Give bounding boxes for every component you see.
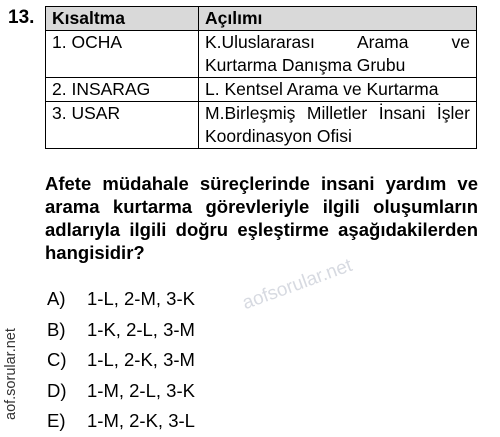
- table-row: [46, 102, 477, 149]
- option-letter: E): [47, 410, 66, 431]
- question-number: 13.: [8, 7, 35, 28]
- option-letter: D): [47, 379, 67, 401]
- question-stem: Afete müdahale süreçlerinde insani yardım ve arama kurtarma görevleriyle ilgili oluşumların adlarıyla ilgili doğru eşleştirme aşağıdakilerden hangisidir?: [45, 173, 478, 263]
- option-letter: A): [47, 288, 66, 309]
- center-watermark: aofsorular.net: [239, 254, 356, 315]
- expansion-cell: L. Kentsel Arama ve Kurtarma: [199, 78, 477, 102]
- abbr-cell: 1. OCHA: [46, 31, 199, 78]
- expansion-cell: M.Birleşmiş Milletler İnsani İşler Koordinasyon Ofisi: [199, 102, 477, 149]
- option-e[interactable]: [47, 406, 195, 437]
- answer-options: [47, 284, 195, 437]
- header-abbreviation: Kısaltma: [46, 7, 199, 31]
- expansion-cell: K.Uluslararası Arama ve Kurtarma Danışma Grubu: [199, 31, 477, 78]
- option-text: 1-M, 2-L, 3-K: [87, 379, 195, 401]
- option-text: 1-M, 2-K, 3-L: [87, 410, 195, 431]
- option-text: 1-L, 2-K, 3-M: [87, 349, 195, 370]
- option-d[interactable]: [47, 376, 195, 407]
- abbr-cell: 3. USAR: [46, 102, 199, 149]
- table-row: [46, 78, 477, 102]
- table-header-row: [46, 7, 477, 31]
- option-text: 1-L, 2-M, 3-K: [87, 288, 195, 309]
- option-b[interactable]: [47, 315, 195, 346]
- option-text: 1-K, 2-L, 3-M: [87, 318, 195, 340]
- option-letter: C): [47, 349, 67, 370]
- option-a[interactable]: [47, 284, 195, 315]
- header-expansion: Açılımı: [199, 7, 477, 31]
- option-letter: B): [47, 318, 66, 340]
- option-c[interactable]: [47, 345, 195, 376]
- table-row: [46, 31, 477, 78]
- side-watermark: aof.sorular.net: [3, 328, 19, 420]
- abbreviation-table: [45, 6, 477, 149]
- abbr-cell: 2. INSARAG: [46, 78, 199, 102]
